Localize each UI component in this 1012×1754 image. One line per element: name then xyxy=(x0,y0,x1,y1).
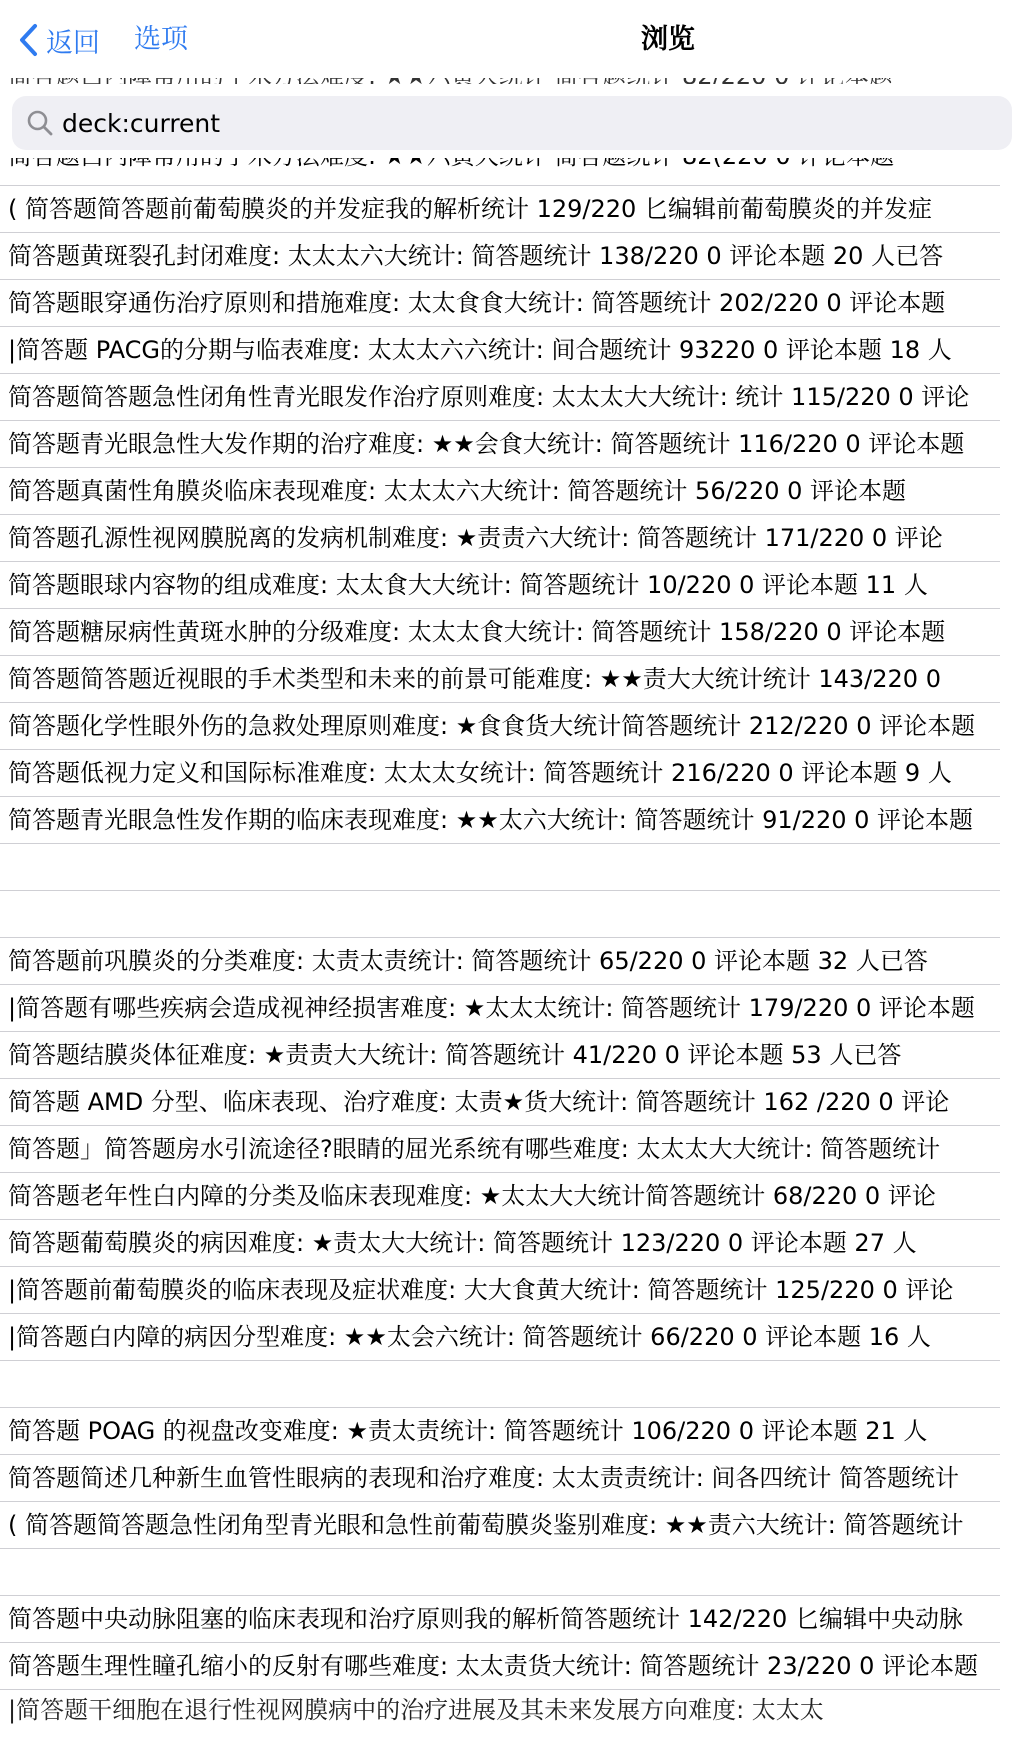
card-list-row[interactable]: 简答题 POAG 的视盘改变难度: ★责太责统计: 简答题统计 106/220 0 评论本题 21 人 xyxy=(0,1408,1000,1455)
card-list-row[interactable]: 简答题葡萄膜炎的病因难度: ★责太大大统计: 简答题统计 123/220 0 评论本题 27 人 xyxy=(0,1220,1000,1267)
card-list-row[interactable]: 简答题糖尿病性黄斑水肿的分级难度: 太太太食大统计: 简答题统计 158/220 0 评论本题 xyxy=(0,609,1000,656)
card-list-row[interactable]: 简答题生理性瞳孔缩小的反射有哪些难度: 太太责货大统计: 简答题统计 23/220 0 评论本题 xyxy=(0,1643,1000,1690)
empty-list-row[interactable] xyxy=(0,891,1000,938)
back-label: 返回 xyxy=(46,27,100,59)
card-list-row[interactable]: 简答题结膜炎体征难度: ★责责大大统计: 简答题统计 41/220 0 评论本题 53 人已答 xyxy=(0,1032,1000,1079)
card-list-row[interactable]: 简答题眼球内容物的组成难度: 太太食大大统计: 简答题统计 10/220 0 评论本题 11 人 xyxy=(0,562,1000,609)
card-list-row[interactable]: |简答题有哪些疾病会造成视神经损害难度: ★太太太统计: 简答题统计 179/220 0 评论本题 xyxy=(0,985,1000,1032)
card-list-row[interactable]: 简答题」简答题房水引流途径?眼睛的屈光系统有哪些难度: 太太太大大统计: 简答题统计 xyxy=(0,1126,1000,1173)
card-list-row[interactable]: ( 简答题简答题前葡萄膜炎的并发症我的解析统计 129/220 匕编辑前葡萄膜炎的并发症 xyxy=(0,186,1000,233)
back-button[interactable] xyxy=(18,20,100,60)
navigation-bar xyxy=(0,0,1000,78)
options-button[interactable]: 选项 xyxy=(134,24,188,55)
chevron-left-icon xyxy=(18,23,38,57)
card-list-row[interactable]: 简答题前巩膜炎的分类难度: 太责太责统计: 简答题统计 65/220 0 评论本题 32 人已答 xyxy=(0,938,1000,985)
card-list-row[interactable]: 简答题简述几种新生血管性眼病的表现和治疗难度: 太太责责统计: 间各四统计 简答题统计 xyxy=(0,1455,1000,1502)
search-icon xyxy=(26,109,54,141)
card-list-row[interactable] xyxy=(0,158,1000,186)
card-list-row[interactable]: 简答题简答题近视眼的手术类型和未来的前景可能难度: ★★责大大统计统计 143/220 0 xyxy=(0,656,1000,703)
card-list-row[interactable]: 简答题青光眼急性大发作期的治疗难度: ★★会食大统计: 简答题统计 116/220 0 评论本题 xyxy=(0,421,1000,468)
card-list-row[interactable]: 简答题低视力定义和国际标准难度: 太太太女统计: 简答题统计 216/220 0 评论本题 9 人 xyxy=(0,750,1000,797)
card-list-row[interactable]: ( 简答题简答题急性闭角型青光眼和急性前葡萄膜炎鉴别难度: ★★责六大统计: 简答题统计 xyxy=(0,1502,1000,1549)
card-list-row[interactable]: 简答题眼穿通伤治疗原则和措施难度: 太太食食大统计: 简答题统计 202/220 0 评论本题 xyxy=(0,280,1000,327)
card-list-row[interactable]: 简答题青光眼急性发作期的临床表现难度: ★★太六大统计: 简答题统计 91/220 0 评论本题 xyxy=(0,797,1000,844)
card-list-row[interactable]: 简答题简答题急性闭角性青光眼发作治疗原则难度: 太太太大大统计: 统计 115/220 0 评论 xyxy=(0,374,1000,421)
card-list-row[interactable]: |简答题干细胞在退行性视网膜病中的治疗进展及其未来发展方向难度: 太太太 xyxy=(8,1696,824,1724)
page-title: 浏览 xyxy=(641,24,695,55)
card-list-row[interactable]: 简答题 AMD 分型、临床表现、治疗难度: 太责★货大统计: 简答题统计 162 /220 0 评论 xyxy=(0,1079,1000,1126)
search-input[interactable] xyxy=(62,96,962,150)
card-list-row[interactable]: 简答题真菌性角膜炎临床表现难度: 太太太六大统计: 简答题统计 56/220 0 评论本题 xyxy=(0,468,1000,515)
search-bar xyxy=(0,84,1000,158)
search-field[interactable] xyxy=(12,96,1012,150)
card-list-row[interactable]: 简答题孔源性视网膜脱离的发病机制难度: ★责责六大统计: 简答题统计 171/220 0 评论 xyxy=(0,515,1000,562)
card-list-row[interactable]: 简答题中央动脉阻塞的临床表现和治疗原则我的解析简答题统计 142/220 匕编辑中央动脉 xyxy=(0,1596,1000,1643)
empty-list-row[interactable] xyxy=(0,1549,1000,1596)
card-list-row[interactable]: |简答题 PACG的分期与临表难度: 太太太六六统计: 间合题统计 93220 0 评论本题 18 人 xyxy=(0,327,1000,374)
card-list-row[interactable]: |简答题前葡萄膜炎的临床表现及症状难度: 大大食黄大统计: 简答题统计 125/220 0 评论 xyxy=(0,1267,1000,1314)
card-list-row[interactable]: |简答题白内障的病因分型难度: ★★太会六统计: 简答题统计 66/220 0 评论本题 16 人 xyxy=(0,1314,1000,1361)
empty-list-row[interactable] xyxy=(0,844,1000,891)
empty-list-row[interactable] xyxy=(0,1361,1000,1408)
card-list-row[interactable]: 简答题黄斑裂孔封闭难度: 太太太六大统计: 简答题统计 138/220 0 评论本题 20 人已答 xyxy=(0,233,1000,280)
card-list-row[interactable]: 简答题老年性白内障的分类及临床表现难度: ★太太大大统计简答题统计 68/220 0 评论 xyxy=(0,1173,1000,1220)
card-list xyxy=(0,158,1000,1724)
card-list-row[interactable]: 简答题化学性眼外伤的急救处理原则难度: ★食食货大统计简答题统计 212/220 0 评论本题 xyxy=(0,703,1000,750)
